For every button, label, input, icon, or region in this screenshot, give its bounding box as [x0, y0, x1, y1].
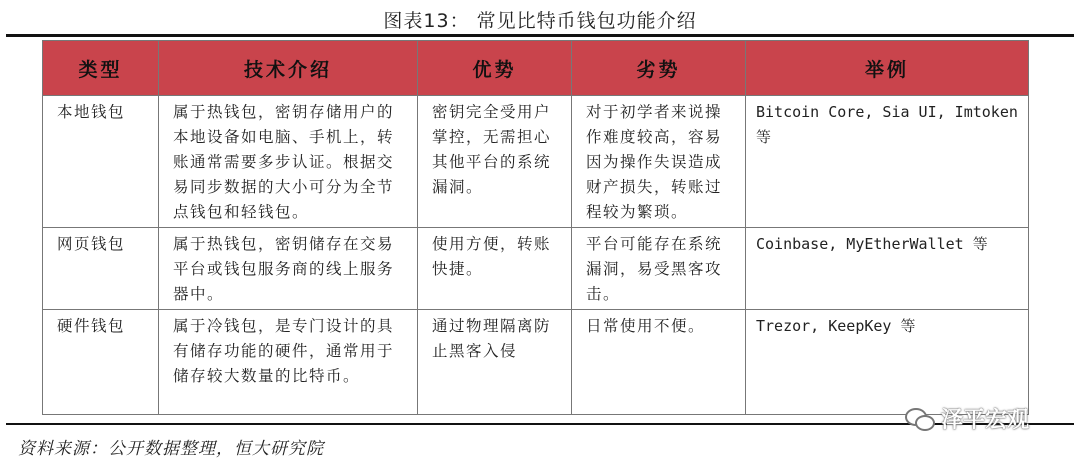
cell-type: 网页钱包: [43, 228, 159, 310]
cell-pros: 密钥完全受用户掌控，无需担心其他平台的系统漏洞。: [418, 96, 572, 228]
top-rule: [6, 34, 1074, 37]
watermark: [905, 403, 1029, 434]
cell-example: Coinbase, MyEtherWallet 等: [746, 228, 1029, 310]
cell-tech: 属于热钱包，密钥储存在交易平台或钱包服务商的线上服务器中。: [159, 228, 418, 310]
cell-type: 本地钱包: [43, 96, 159, 228]
table-row: [43, 310, 1029, 415]
watermark-text: 泽平宏观: [941, 408, 1030, 433]
cell-example: Bitcoin Core, Sia UI, Imtoken 等: [746, 96, 1029, 228]
header-tech: 技术介绍: [159, 41, 418, 96]
header-type: 类型: [43, 41, 159, 96]
cell-tech: 属于热钱包，密钥存储用户的本地设备如电脑、手机上，转账通常需要多步认证。根据交易同步数据的大小可分为全节点钱包和轻钱包。: [159, 96, 418, 228]
cell-cons: 对于初学者来说操作难度较高，容易因为操作失误造成财产损失，转账过程较为繁琐。: [572, 96, 746, 228]
table-header-row: [43, 41, 1029, 96]
cell-example: Trezor, KeepKey 等: [746, 310, 1029, 415]
cell-cons: 日常使用不便。: [572, 310, 746, 415]
cell-type: 硬件钱包: [43, 310, 159, 415]
source-note: 资料来源：公开数据整理，恒大研究院: [18, 439, 324, 459]
header-cons: 劣势: [572, 41, 746, 96]
header-pros: 优势: [418, 41, 572, 96]
table-row: [43, 228, 1029, 310]
cell-cons: 平台可能存在系统漏洞，易受黑客攻击。: [572, 228, 746, 310]
figure-title: 图表13： 常见比特币钱包功能介绍: [383, 10, 697, 32]
cell-pros: 通过物理隔离防止黑客入侵: [418, 310, 572, 415]
wechat-icon: [905, 408, 935, 430]
table-row: [43, 96, 1029, 228]
cell-tech: 属于冷钱包，是专门设计的具有储存功能的硬件，通常用于储存较大数量的比特币。: [159, 310, 418, 415]
cell-pros: 使用方便，转账快捷。: [418, 228, 572, 310]
wallet-table: [42, 40, 1029, 415]
header-example: 举例: [746, 41, 1029, 96]
